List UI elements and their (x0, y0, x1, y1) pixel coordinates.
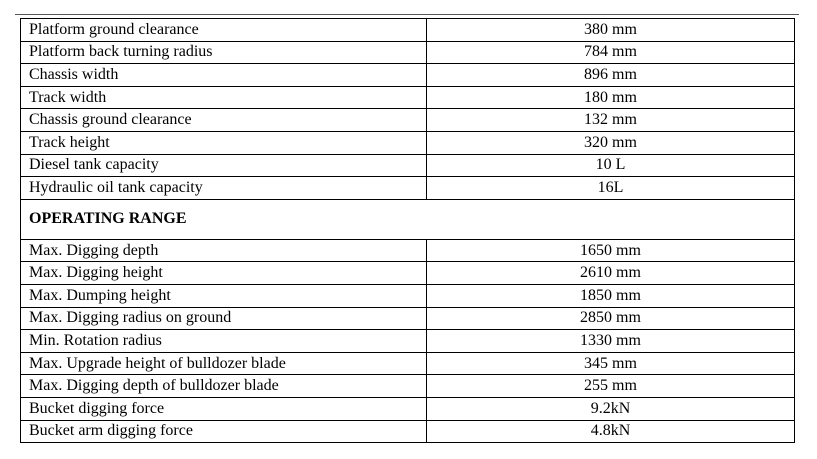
spec-label: Max. Dumping height (21, 284, 427, 307)
table-row (21, 262, 795, 285)
table-row (21, 397, 795, 420)
spec-value: 380 mm (427, 19, 795, 42)
spec-value: 4.8kN (427, 420, 795, 443)
spec-value: 784 mm (427, 41, 795, 64)
spec-label: Max. Upgrade height of bulldozer blade (21, 352, 427, 375)
table-row (21, 64, 795, 87)
spec-label: Hydraulic oil tank capacity (21, 177, 427, 200)
table-row (21, 109, 795, 132)
spec-value: 16L (427, 177, 795, 200)
spec-label: Diesel tank capacity (21, 154, 427, 177)
spec-value: 132 mm (427, 109, 795, 132)
spec-label: Chassis width (21, 64, 427, 87)
spec-label: Max. Digging height (21, 262, 427, 285)
spec-value: 2850 mm (427, 307, 795, 330)
section-title: OPERATING RANGE (21, 199, 795, 239)
spec-value: 896 mm (427, 64, 795, 87)
spec-label: Chassis ground clearance (21, 109, 427, 132)
spec-value: 180 mm (427, 86, 795, 109)
spec-label: Platform ground clearance (21, 19, 427, 42)
table-row (21, 19, 795, 42)
section-header-row (21, 199, 795, 239)
spec-label: Track width (21, 86, 427, 109)
table-row (21, 41, 795, 64)
table-row (21, 420, 795, 443)
spec-label: Min. Rotation radius (21, 330, 427, 353)
spec-value: 255 mm (427, 375, 795, 398)
table-row (21, 307, 795, 330)
table-row (21, 154, 795, 177)
table-row (21, 177, 795, 200)
spec-value: 1330 mm (427, 330, 795, 353)
spec-value: 1650 mm (427, 239, 795, 262)
spec-label: Bucket digging force (21, 397, 427, 420)
spec-label: Max. Digging depth of bulldozer blade (21, 375, 427, 398)
table-row (21, 131, 795, 154)
table-row (21, 284, 795, 307)
table-row (21, 352, 795, 375)
table-row (21, 239, 795, 262)
spec-value: 345 mm (427, 352, 795, 375)
spec-value: 1850 mm (427, 284, 795, 307)
table-row (21, 375, 795, 398)
table-row (21, 330, 795, 353)
spec-label: Bucket arm digging force (21, 420, 427, 443)
spec-value: 9.2kN (427, 397, 795, 420)
spec-label: Max. Digging depth (21, 239, 427, 262)
spec-label: Track height (21, 131, 427, 154)
spec-label: Max. Digging radius on ground (21, 307, 427, 330)
spec-value: 10 L (427, 154, 795, 177)
spec-value: 2610 mm (427, 262, 795, 285)
spec-label: Platform back turning radius (21, 41, 427, 64)
specifications-table (20, 18, 795, 443)
table-row (21, 86, 795, 109)
spec-value: 320 mm (427, 131, 795, 154)
top-rule-divider (15, 14, 799, 15)
